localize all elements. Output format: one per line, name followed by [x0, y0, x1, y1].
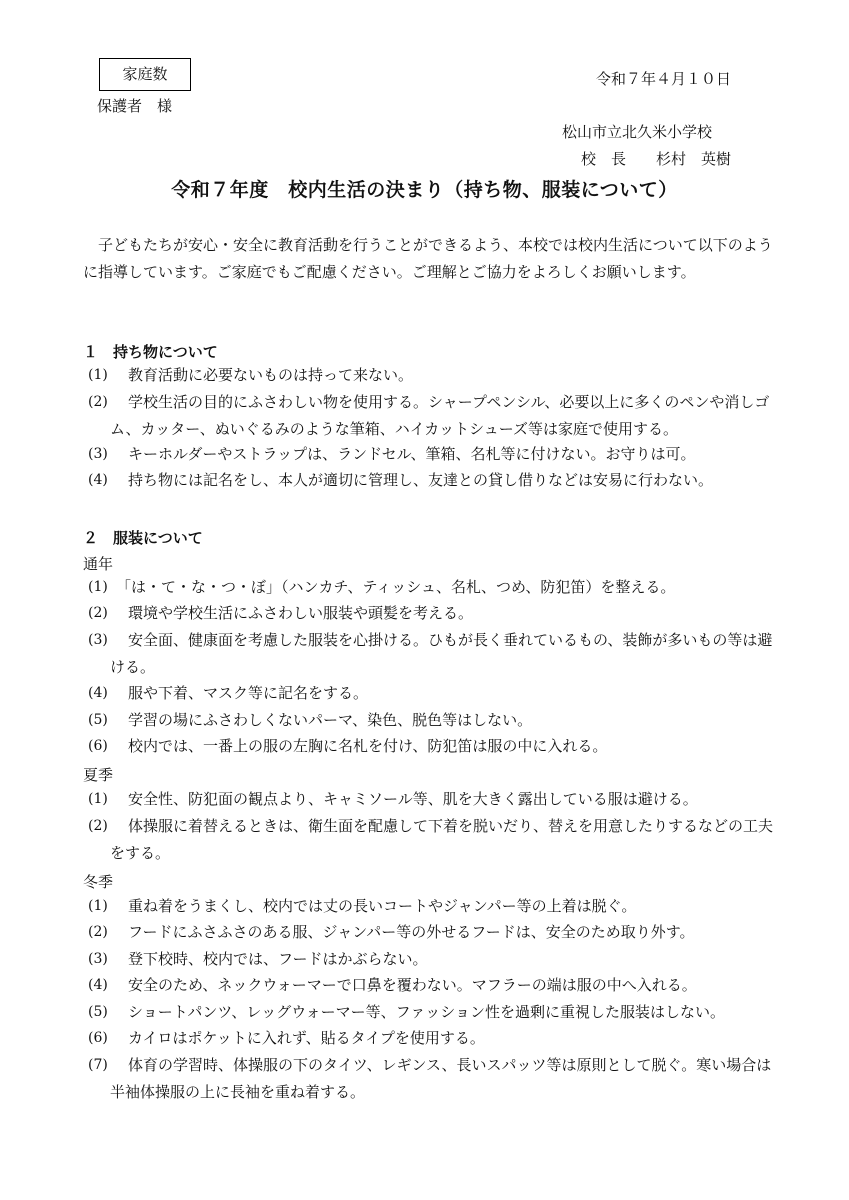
item-number: (5): [88, 712, 108, 728]
list-item: [88, 600, 778, 627]
list-item: [88, 1025, 778, 1052]
item-text: 安全のため、ネックウォーマーで口鼻を覆わない。マフラーの端は服の中へ入れる。: [128, 976, 697, 994]
item-number: (1): [88, 367, 108, 383]
item-number: (6): [88, 1030, 108, 1046]
list-item: [88, 441, 778, 468]
issue-date: 令和７年４月１０日: [596, 70, 732, 88]
item-number: (3): [88, 951, 108, 967]
item-number: (2): [88, 605, 108, 621]
item-text: 「は・て・な・つ・ぼ」（ハンカチ、ティッシュ、名札、つめ、防犯笛）を整える。: [116, 578, 676, 596]
list-item: [88, 919, 778, 946]
item-text: 服や下着、マスク等に記名をする。: [128, 684, 369, 702]
item-text: カイロはポケットに入れず、貼るタイプを使用する。: [128, 1029, 485, 1047]
recipient-line: 保護者 様: [97, 97, 173, 115]
item-number: (3): [88, 632, 108, 648]
item-number: (4): [88, 685, 108, 701]
principal-name: 校 長 杉村 英樹: [581, 150, 732, 168]
item-number: (2): [88, 394, 108, 410]
item-text: キーホルダーやストラップは、ランドセル、筆箱、名札等に付けない。お守りは可。: [128, 445, 696, 463]
subsection-label-yearround: 通年: [83, 555, 114, 573]
item-text: 環境や学校生活にふさわしい服装や頭髪を考える。: [128, 604, 474, 622]
item-number: (1): [88, 579, 108, 595]
item-text: 学習の場にふさわしくないパーマ、染色、脱色等はしない。: [128, 711, 533, 729]
section-heading-clothing: ２ 服装について: [83, 529, 203, 547]
list-item: [88, 1052, 778, 1105]
item-text: 安全面、健康面を考慮した服装を心掛ける。ひもが長く垂れているもの、装飾が多いもの等は避ける。: [110, 631, 773, 676]
item-number: (2): [88, 924, 108, 940]
item-number: (5): [88, 1004, 108, 1020]
list-item: [88, 389, 778, 442]
school-name: 松山市立北久米小学校: [562, 123, 713, 141]
list-item: [88, 574, 778, 601]
list-item: [88, 733, 778, 760]
list-item: [88, 627, 778, 680]
item-number: (2): [88, 818, 108, 834]
item-number: (6): [88, 738, 108, 754]
list-item: [88, 972, 778, 999]
list-item: [88, 813, 778, 866]
list-item: [88, 786, 778, 813]
list-item: [88, 946, 778, 973]
list-item: [88, 467, 778, 494]
list-item: [88, 707, 778, 734]
list-item: [88, 999, 778, 1026]
item-number: (3): [88, 446, 108, 462]
section-heading-belongings: １ 持ち物について: [83, 343, 218, 361]
list-item: [88, 680, 778, 707]
item-text: 登下校時、校内では、フードはかぶらない。: [128, 950, 428, 968]
item-number: (4): [88, 977, 108, 993]
item-text: 持ち物には記名をし、本人が適切に管理し、友達との貸し借りなどは安易に行わない。: [128, 471, 714, 489]
item-text: 安全性、防犯面の観点より、キャミソール等、肌を大きく露出している服は避ける。: [128, 790, 698, 808]
document-title: 令和７年度 校内生活の決まり（持ち物、服装について）: [171, 179, 678, 201]
item-number: (7): [88, 1057, 108, 1073]
item-text: 教育活動に必要ないものは持って来ない。: [128, 366, 414, 384]
item-number: (1): [88, 898, 108, 914]
list-item: [88, 362, 778, 389]
item-text: 重ね着をうまくし、校内では丈の長いコートやジャンパー等の上着は脱ぐ。: [128, 897, 637, 915]
item-text: 学校生活の目的にふさわしい物を使用する。シャープペンシル、必要以上に多くのペンや消しゴム、カッター、ぬいぐるみのような筆箱、ハイカットシューズ等は家庭で使用する。: [110, 393, 770, 438]
item-text: フードにふさふさのある服、ジャンパー等の外せるフードは、安全のため取り外す。: [128, 923, 695, 941]
intro-paragraph: 子どもたちが安心・安全に教育活動を行うことができるよう、本校では校内生活について以下のように指導しています。ご家庭でもご配慮ください。ご理解とご協力をよろしくお願いします。: [83, 236, 773, 281]
item-text: 体操服に着替えるときは、衛生面を配慮して下着を脱いだり、替えを用意したりするなどの工夫をする。: [110, 817, 774, 862]
subsection-label-winter: 冬季: [83, 873, 114, 891]
list-item: [88, 893, 778, 920]
recipient-category-box: 家庭数: [99, 58, 191, 91]
item-text: 校内では、一番上の服の左胸に名札を付け、防犯笛は服の中に入れる。: [128, 737, 608, 755]
item-text: ショートパンツ、レッグウォーマー等、ファッション性を過剰に重視した服装はしない。: [128, 1003, 726, 1021]
item-number: (1): [88, 791, 108, 807]
item-text: 体育の学習時、体操服の下のタイツ、レギンス、長いスパッツ等は原則として脱ぐ。寒い場合は半袖体操服の上に長袖を重ね着する。: [110, 1056, 772, 1101]
item-number: (4): [88, 472, 108, 488]
subsection-label-summer: 夏季: [83, 766, 114, 784]
